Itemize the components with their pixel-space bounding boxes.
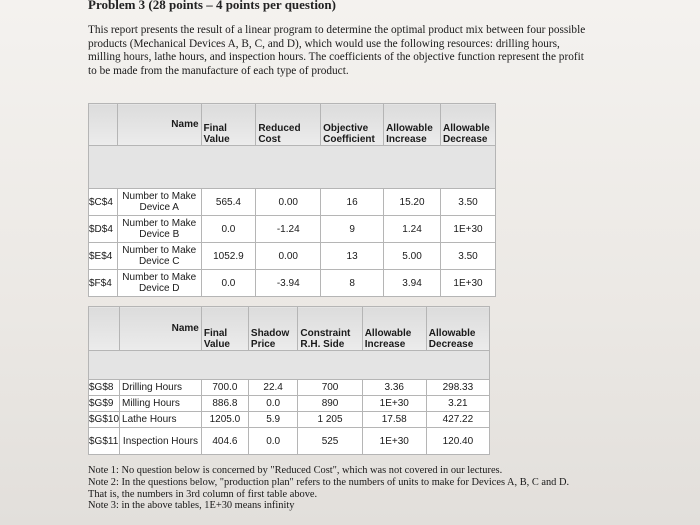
final-value: 0.0 (201, 270, 256, 297)
allowable-increase: 1.24 (384, 216, 441, 243)
allowable-increase: 1E+30 (362, 428, 426, 455)
table-row (89, 380, 490, 396)
row-name: Number to Make Device C (117, 243, 201, 270)
shadow-price: 5.9 (248, 412, 297, 428)
header-final-value: Final Value (201, 307, 248, 351)
final-value: 1052.9 (201, 243, 256, 270)
reduced-cost: -1.24 (256, 216, 321, 243)
constraint-rhs: 890 (298, 396, 362, 412)
row-name: Number to Make Device A (117, 189, 201, 216)
row-name: Number to Make Device D (117, 270, 201, 297)
cell-ref: $C$4 (89, 189, 118, 216)
table-row (89, 189, 496, 216)
objective-coefficient: 13 (321, 243, 384, 270)
allowable-increase: 1E+30 (362, 396, 426, 412)
header-final-value: Final Value (201, 104, 256, 146)
constraint-rhs: 525 (298, 428, 362, 455)
variables-table (88, 103, 496, 297)
constraint-rhs: 1 205 (298, 412, 362, 428)
cell-ref: $G$11 (89, 428, 120, 455)
notes-block (88, 465, 628, 512)
constraints-header-row (89, 307, 490, 351)
allowable-increase: 3.36 (362, 380, 426, 396)
header-allowable-increase: Allowable Increase (362, 307, 426, 351)
table-row (89, 243, 496, 270)
row-name: Lathe Hours (120, 412, 202, 428)
header-reduced-cost: Reduced Cost (256, 104, 321, 146)
problem-title: Problem 3 (28 points – 4 points per question) (88, 0, 336, 12)
allowable-increase: 15.20 (384, 189, 441, 216)
header-constraint-rhs: Constraint R.H. Side (298, 307, 362, 351)
constraint-rhs: 700 (298, 380, 362, 396)
header-objective-coefficient: Objective Coefficient (321, 104, 384, 146)
allowable-decrease: 1E+30 (441, 216, 496, 243)
cell-ref: $G$8 (89, 380, 120, 396)
table-row (89, 412, 490, 428)
table-row (89, 216, 496, 243)
header-shadow-price: Shadow Price (248, 307, 297, 351)
reduced-cost: 0.00 (256, 243, 321, 270)
header-name: Name (120, 307, 202, 351)
note-2: Note 2: In the questions below, "production plan" refers to the numbers of units to make for Devices A, B, C and D. (88, 476, 570, 488)
row-name: Number to Make Device B (117, 216, 201, 243)
allowable-decrease: 298.33 (426, 380, 489, 396)
note-1: Note 1: No question below is concerned by "Reduced Cost", which was not covered in our lectures. (88, 465, 503, 476)
final-value: 0.0 (201, 216, 256, 243)
cell-ref: $G$9 (89, 396, 120, 412)
objective-coefficient: 16 (321, 189, 384, 216)
shadow-price: 22.4 (248, 380, 297, 396)
final-value: 700.0 (201, 380, 248, 396)
final-value: 565.4 (201, 189, 256, 216)
constraints-table (88, 306, 490, 455)
table-row (89, 396, 490, 412)
allowable-decrease: 3.50 (441, 243, 496, 270)
allowable-decrease: 427.22 (426, 412, 489, 428)
allowable-decrease: 1E+30 (441, 270, 496, 297)
variables-header-row (89, 104, 496, 146)
header-name: Name (117, 104, 201, 146)
note-3: Note 3: in the above tables, 1E+30 means infinity (88, 500, 295, 512)
row-name: Drilling Hours (120, 380, 202, 396)
cell-ref: $G$10 (89, 412, 120, 428)
allowable-increase: 17.58 (362, 412, 426, 428)
header-allowable-decrease: Allowable Decrease (426, 307, 489, 351)
allowable-decrease: 3.21 (426, 396, 489, 412)
reduced-cost: -3.94 (256, 270, 321, 297)
header-allowable-increase: Allowable Increase (384, 104, 441, 146)
shadow-price: 0.0 (248, 428, 297, 455)
allowable-increase: 3.94 (384, 270, 441, 297)
note-2-continued: That is, the numbers in 3rd column of first table above. (88, 488, 318, 500)
table-row (89, 428, 490, 455)
objective-coefficient: 8 (321, 270, 384, 297)
allowable-increase: 5.00 (384, 243, 441, 270)
table-row (89, 270, 496, 297)
shadow-price: 0.0 (248, 396, 297, 412)
allowable-decrease: 120.40 (426, 428, 489, 455)
allowable-decrease: 3.50 (441, 189, 496, 216)
row-name: Inspection Hours (120, 428, 202, 455)
intro-paragraph: This report presents the result of a linear program to determine the optimal product mix between four possible products (Mechanical Devices A, B, C, and D), which would use the following resources: drilling hours, milling hours, lathe hours, and inspection hours. The coefficients of the objective function represent the profit to be made from the manufacture of each type of product. (88, 24, 586, 77)
cell-ref: $D$4 (89, 216, 118, 243)
cell-ref: $E$4 (89, 243, 118, 270)
final-value: 404.6 (201, 428, 248, 455)
header-allowable-decrease: Allowable Decrease (441, 104, 496, 146)
final-value: 1205.0 (201, 412, 248, 428)
final-value: 886.8 (201, 396, 248, 412)
objective-coefficient: 9 (321, 216, 384, 243)
cell-ref: $F$4 (89, 270, 118, 297)
reduced-cost: 0.00 (256, 189, 321, 216)
row-name: Milling Hours (120, 396, 202, 412)
